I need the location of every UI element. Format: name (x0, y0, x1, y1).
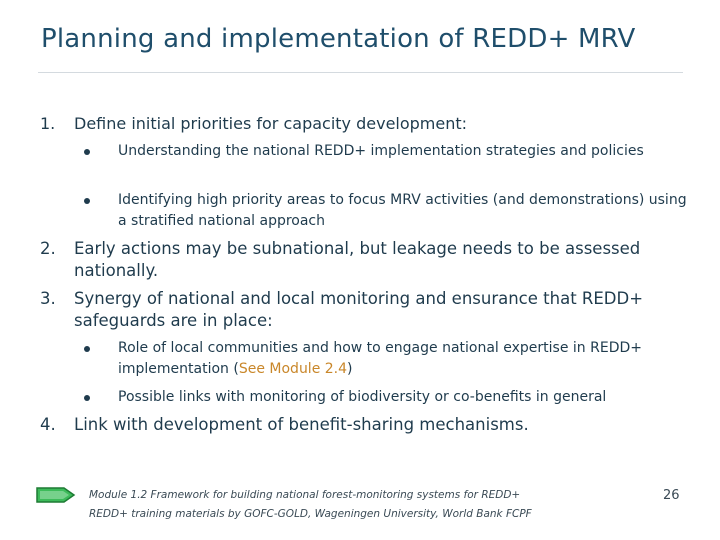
list-item-number: 4. (40, 415, 56, 434)
footer-credits (89, 486, 609, 524)
sub-item-text-after: ) (347, 361, 353, 377)
list-item-text: Synergy of national and local monitoring and ensurance that REDD+ safeguards are in place: (74, 289, 644, 330)
sub-item-text (118, 338, 688, 380)
bullet-icon (84, 346, 90, 352)
list-item-text: Link with development of benefit-sharing mechanisms. (74, 415, 529, 434)
bullet-icon (84, 395, 90, 401)
list-item-number: 3. (40, 289, 56, 308)
slide-title: Planning and implementation of REDD+ MRV (41, 24, 636, 54)
list-item-number: 2. (40, 239, 56, 258)
title-divider (38, 72, 683, 73)
list-item-text: Early actions may be subnational, but leakage needs to be assessed nationally. (74, 239, 641, 280)
list-item-number: 1. (40, 114, 56, 133)
sub-item-text: Understanding the national REDD+ implementation strategies and policies (118, 143, 644, 159)
sub-item-text-before: Role of local communities and how to engage national expertise in REDD+ implementation ( (118, 340, 642, 377)
sub-item-text: Possible links with monitoring of biodiversity or co-benefits in general (118, 389, 607, 405)
bullet-icon (84, 198, 90, 204)
footer-line-1: Module 1.2 Framework for building national forest-monitoring systems for REDD+ (89, 489, 521, 501)
green-arrow-icon (36, 484, 76, 506)
list-item-text: Define initial priorities for capacity development: (74, 114, 468, 133)
bullet-icon (84, 149, 90, 155)
page-number: 26 (663, 488, 680, 503)
footer-line-2: REDD+ training materials by GOFC-GOLD, Wageningen University, World Bank FCPF (89, 508, 532, 520)
sub-item-text: Identifying high priority areas to focus MRV activities (and demonstrations) using a stratified national approach (118, 192, 687, 229)
module-link[interactable]: See Module 2.4 (238, 361, 348, 377)
